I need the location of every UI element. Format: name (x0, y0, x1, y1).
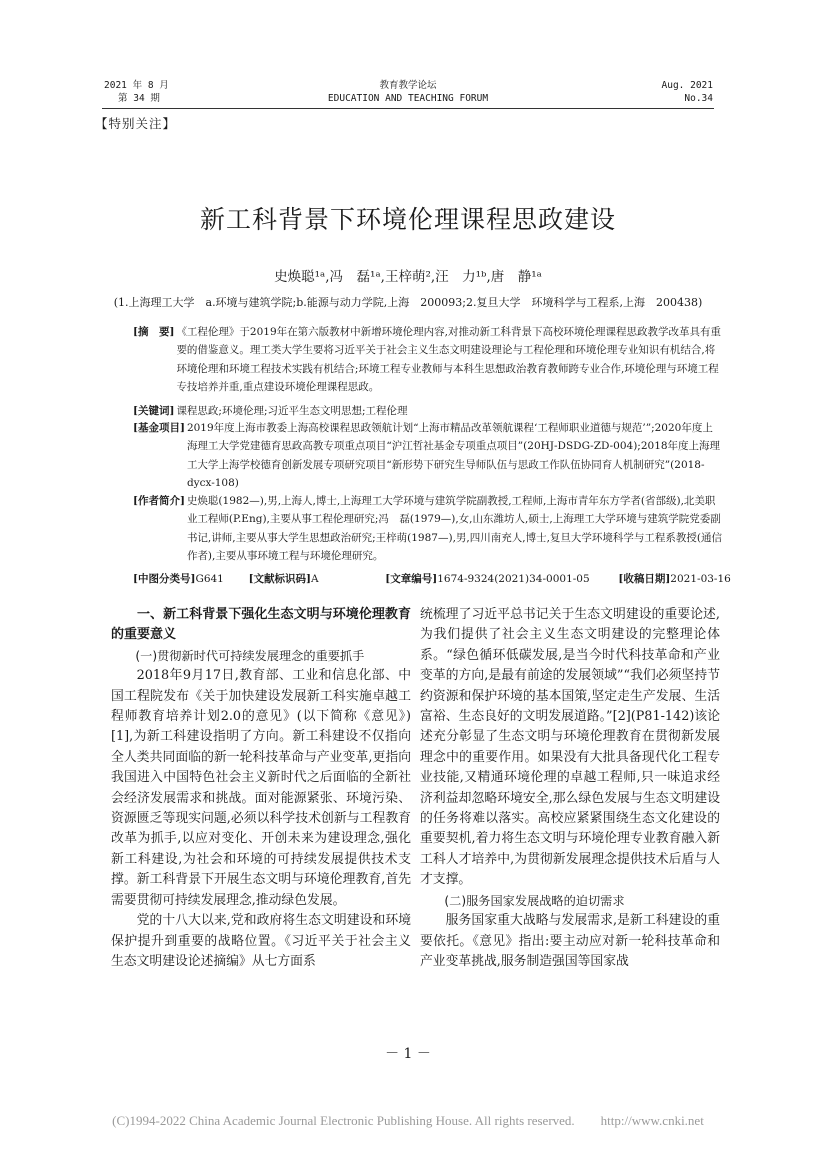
clc-value: G641 (195, 573, 224, 585)
paragraph: 党的十八大以来,党和政府将生态文明建设和环境保护提升到重要的战略位置。《习近平关于社会主义生态文明建设论述摘编》从七方面系 (111, 913, 411, 969)
keywords (133, 402, 723, 420)
subsection-heading-2: (二)服务国家发展战略的迫切需求 (444, 893, 625, 908)
paper-affiliation: (1.上海理工大学 a.环境与建筑学院;b.能源与动力学院,上海 200093;2.复旦大学 环境科学与工程系,上海 200438) (113, 296, 703, 309)
page-number: － 1 － (385, 1046, 431, 1062)
section-heading-1: 一、新工科背景下强化生态文明与环境伦理教育的重要意义 (111, 607, 411, 643)
paragraph: 2018年9月17日,教育部、工业和信息化部、中国工程院发布《关于加快建设发展新工科实施卓越工程师教育培养计划2.0的意见》(以下简称《意见》)[1],为新工科建设指明了方向。新工科建设不仅指向全人类共同面临的新一轮科技革命与产业变革,更指向我国进入中国特色社会主义新时代之后面临的全新社会经济发展需求和挑战。面对能源紧张、环境污染、资源匮乏等现实问题,必须以科学技术创新与工程教育改革为抓手,以应对变化、开创未来为建设理念,强化新工科建设,为社会和环境的可持续发展提供技术支撑。新工科背景下开展生态文明与环境伦理教育,首先需要贯彻可持续发展理念,推动绿色发展。 (111, 668, 411, 908)
body-right-column (420, 605, 720, 972)
classification-row (133, 571, 731, 587)
abstract (133, 323, 723, 396)
author-bio-label: [作者简介] (133, 495, 185, 507)
author-bio-text: 史焕聪(1982—),男,上海人,博士,上海理工大学环境与建筑学院副教授,工程师,上海市青年东方学者(省部级),北美职业工程师(P.Eng),主要从事工程伦理研究;冯 磊(1979—),女,山东潍坊人,硕士,上海理工大学环境与建筑学院党委副书记,讲师,主要从事大学生思想政治研究;王梓萌(1987—),男,四川南充人,博士,复旦大学环境科学与工程系教授(通信作者),主要从事环境工程与环境伦理研究。 (186, 495, 723, 562)
paper-title: 新工科背景下环境伦理课程思政建设 (199, 205, 616, 234)
body-left-column (111, 605, 411, 972)
article-number-value: 1674-9324(2021)34-0001-05 (437, 573, 590, 585)
funding-text: 2019年度上海市教委上海高校课程思政领航计划“上海市精品改革领航课程‘工程师职业道德与规范’”;2020年度上海理工大学党建德育思政高教专项重点项目“沪江哲社基金专项重点项目”(20HJ-DSDG-ZD-004);2018年度上海理工大学上海学校德育创新发展专项研究项目“新形势下研究生导师队伍与思政工作队伍协同育人机制研究”(2018-dycx-108) (186, 422, 721, 489)
journal-name-en: EDUCATION AND TEACHING FORUM (327, 93, 489, 104)
abstract-label: [摘 要] (133, 326, 175, 338)
abstract-text: 《工程伦理》于2019年在第六版教材中新增环境伦理内容,对推动新工科背景下高校环境伦理课程思政教学改革具有重要的借鉴意义。理工类大学生要将习近平关于社会主义生态文明建设理论与工程伦理和环境伦理专业知识有机结合,将环境伦理和环境工程技术实践有机结合;环境工程专业教师与本科生思想政治教育教师跨专业合作,环境伦理与环境工程专技培养并重,重点建设环境伦理课程思政。 (176, 326, 721, 393)
issue-number-en: No.34 (684, 93, 713, 104)
article-number-label: [文章编号] (385, 573, 438, 585)
paragraph: 统梳理了习近平总书记关于生态文明建设的重要论述,为我们提供了社会主义生态文明建设的完整理论体系。“绿色循环低碳发展,是当今时代科技革命和产业变革的方向,是最有前途的发展领域”“我们必须坚持节约资源和保护环境的基本国策,坚定走生产发展、生活富裕、生态良好的文明发展道路。”[2](P81-142)该论述充分彰显了生态文明与环境伦理教育在贯彻新发展理念中的重要作用。如果没有大批具备现代化工程专业技能,又精通环境伦理的卓越工程师,只一味追求经济利益却忽略环境安全,那么绿色发展与生态文明建设的任务将难以落实。高校应紧紧围绕生态文化建设的重要契机,着力将生态文明与环境伦理专业教育融入新工科人才培养中,为贯彻新发展理念提供技术后盾与人才支撑。 (420, 607, 720, 888)
funding (133, 419, 723, 492)
issue-month-en: Aug. 2021 (661, 80, 713, 91)
issue-month: 2021 年 8 月 (104, 80, 169, 91)
doc-code-value: A (311, 573, 319, 585)
clc-label: [中图分类号] (133, 573, 196, 585)
received-date-value: 2021-03-16 (670, 573, 731, 585)
received-date-label: [收稿日期] (618, 573, 671, 585)
issue-number: 第 34 期 (118, 93, 160, 104)
author-bio (133, 492, 723, 565)
paragraph: 服务国家重大战略与发展需求,是新工科建设的重要依托。《意见》指出:要主动应对新一轮科技革命和产业变革挑战,服务制造强国等国家战 (420, 913, 720, 969)
doc-code-label: [文献标识码] (248, 573, 311, 585)
keywords-label: [关键词] (133, 405, 175, 417)
copyright-footer: (C)1994-2022 China Academic Journal Electronic Publishing House. All rights reserved. http://www.cnki.net (112, 1113, 704, 1128)
paper-authors: 史焕聪¹ᵃ,冯 磊¹ᵃ,王梓萌²,汪 力¹ᵇ,唐 静¹ᵃ (274, 269, 542, 285)
section-tag: 【特别关注】 (95, 116, 177, 131)
funding-label: [基金项目] (133, 422, 185, 434)
keywords-text: 课程思政;环境伦理;习近平生态文明思想;工程伦理 (176, 405, 408, 417)
header-rule (102, 108, 714, 109)
subsection-heading-1: (一)贯彻新时代可持续发展理念的重要抓手 (135, 648, 365, 663)
journal-name-cn: 教育教学论坛 (379, 80, 437, 91)
issue-date-en (662, 79, 713, 105)
